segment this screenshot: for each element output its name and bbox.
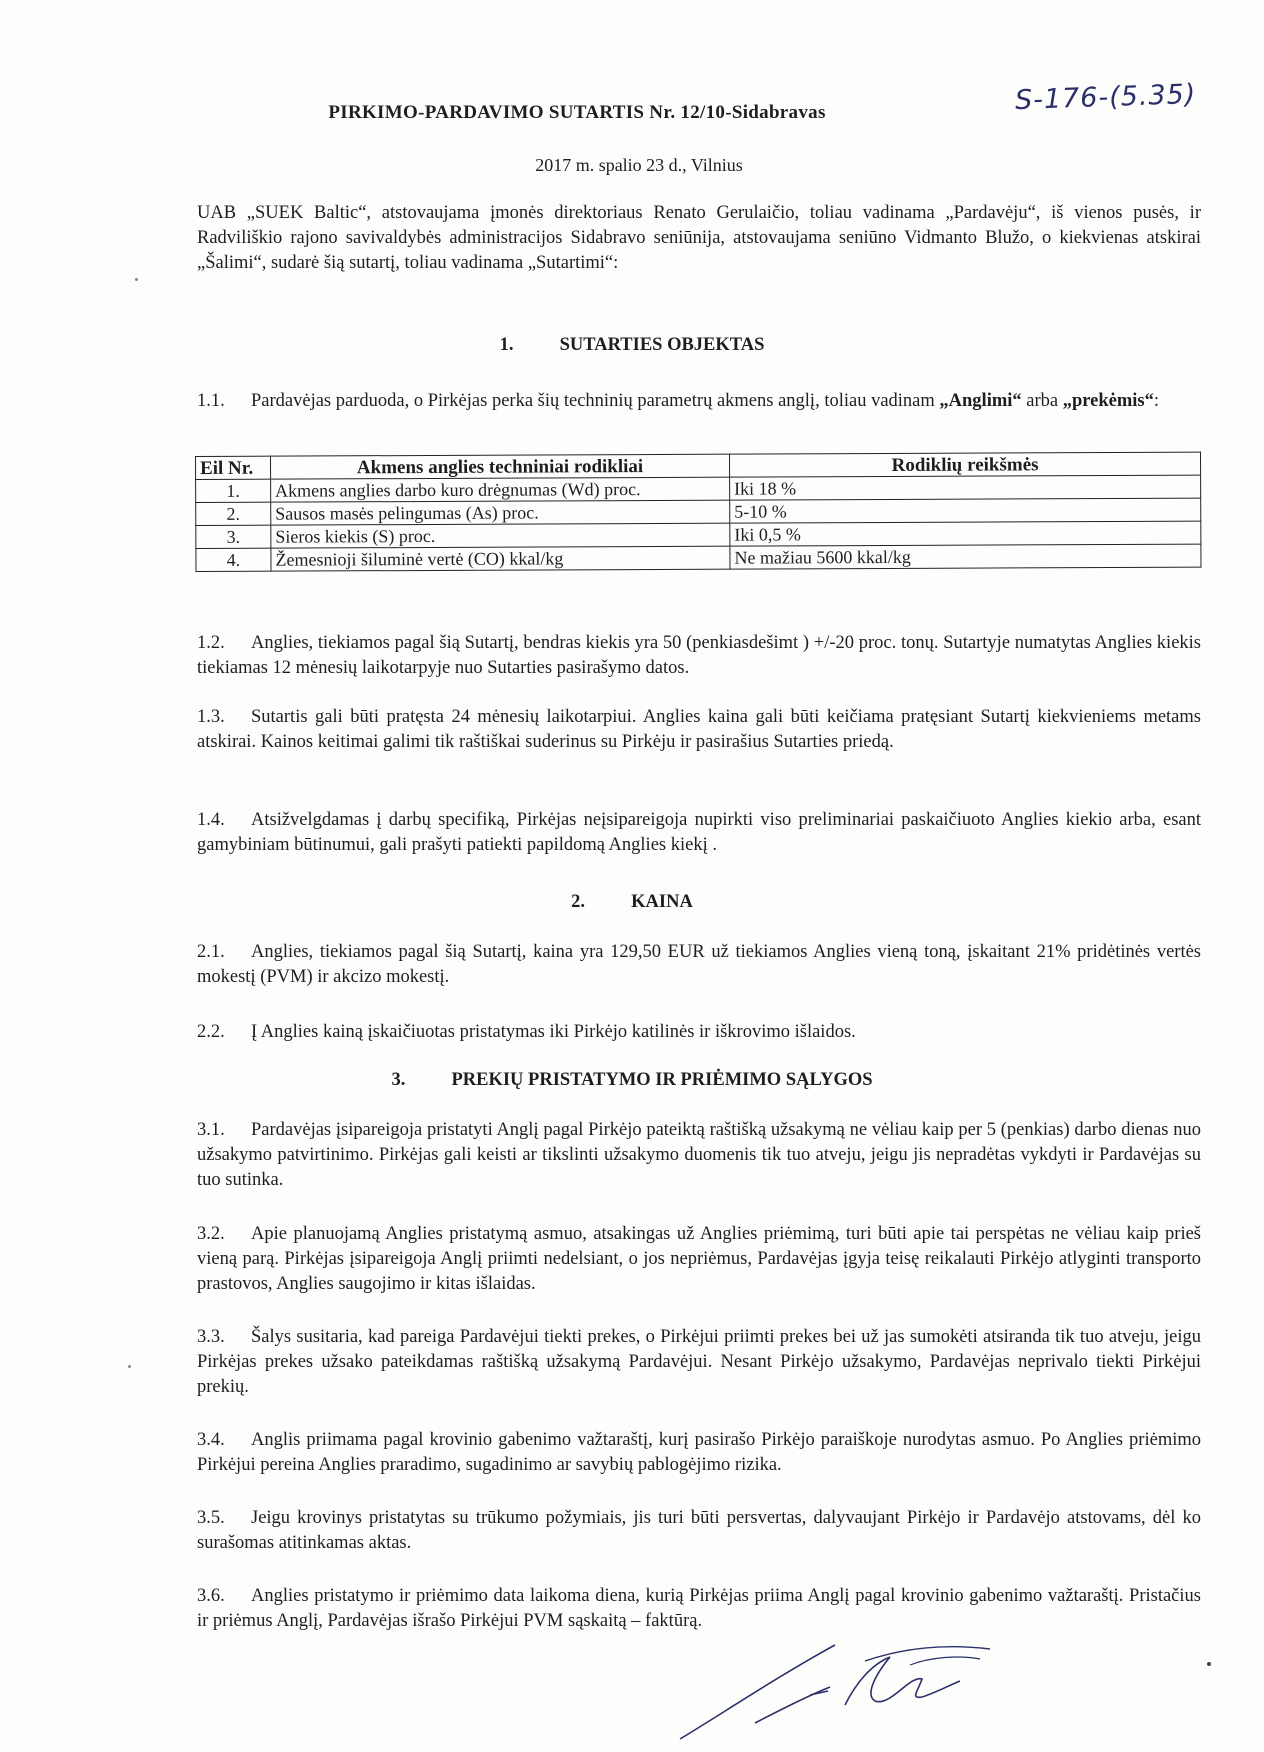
section-heading-2: 2. KAINA: [571, 892, 693, 912]
clause-number: 1.1.: [197, 391, 225, 411]
clause-1-4: 1.4. Atsižvelgdamas į darbų specifiką, Pirkėjas neįsipareigoja nupirkti viso preliminariai paskaičiuoto Anglies kiekio arba, esant gamybiniam būtinumui, gali prašyti patiekti papildomą Anglies kiekį .: [197, 810, 1201, 855]
clause-3-4: 3.4. Anglis priimama pagal krovinio gabenimo važtaraštį, kurį pasirašo Pirkėjo paraiškoje nurodytas asmuo. Po Anglies priėmimo Pirkėjui pereina Anglies praradimo, sugadinimo ar savybių pablogėjimo rizika.: [197, 1430, 1201, 1475]
scan-speck: [1207, 1662, 1211, 1666]
clause-3-6: 3.6. Anglies pristatymo ir priėmimo data laikoma diena, kurią Pirkėjas priima Anglį pagal krovinio gabenimo važtaraštį. Pristačius ir priėmus Anglį, Pardavėjas išrašo Pirkėjui PVM sąskaitą – faktūrą.: [197, 1586, 1201, 1631]
table-row: 2. Sausos masės pelingumas (As) proc. 5-10 %: [196, 498, 1201, 525]
header-value: Rodiklių reikšmės: [729, 452, 1200, 477]
coal-parameters-table: [195, 452, 1201, 572]
date-and-place: 2017 m. spalio 23 d., Vilnius: [535, 155, 743, 175]
clause-3-5: 3.5. Jeigu krovinys pristatytas su trūkumo požymiais, jis turi būti persvertas, dalyvaujant Pirkėjo ir Pardavėjo atstovams, dėl ko surašomas atitinkamas aktas.: [197, 1508, 1201, 1553]
clause-1-3: 1.3. Sutartis gali būti pratęsta 24 mėnesių laikotarpiui. Anglies kaina gali būti keičiama pratęsiant Sutartį kiekvieniems metams atskirai. Kainos keitimai galimi tik raštiškai suderinus su Pirkėju ir pasirašius Sutarties priedą.: [197, 707, 1201, 752]
table-row: 1. Akmens anglies darbo kuro drėgnumas (Wd) proc. Iki 18 %: [196, 475, 1201, 502]
header-row-number: Eil Nr.: [196, 456, 271, 479]
table-row: 4. Žemesnioji šiluminė vertė (CO) kkal/kg Ne mažiau 5600 kkal/kg: [196, 544, 1201, 571]
section-heading-1: 1. SUTARTIES OBJEKTAS: [499, 335, 765, 355]
clause-3-2: 3.2. Apie planuojamą Anglies pristatymą asmuo, atsakingas už Anglies priėmimą, turi būti apie tai perspėtas ne vėliau kaip prieš vieną parą. Pirkėjas įsipareigoja Anglį priimti nedelsiant, o jos nepriėmus, Pardavėjas įgyja teisę reikalauti Pirkėjo atlyginti transporto prastovos, Anglies saugojimo ir kitas išlaidas.: [197, 1224, 1201, 1294]
clause-2-2: 2.2. Į Anglies kainą įskaičiuotas pristatymas iki Pirkėjo katilinės ir iškrovimo išlaidos.: [197, 1022, 856, 1042]
table-row: 3. Sieros kiekis (S) proc. Iki 0,5 %: [196, 521, 1201, 548]
handwritten-signature: [660, 1635, 1000, 1745]
clause-1-1: 1.1. Pardavėjas parduoda, o Pirkėjas perka šių techninių parametrų akmens anglį, toliau vadinam „Anglimi“ arba „prekėmis“:: [197, 389, 1201, 414]
document-title: PIRKIMO-PARDAVIMO SUTARTIS Nr. 12/10-Sidabravas: [328, 102, 826, 123]
section-heading-3: 3. PREKIŲ PRISTATYMO IR PRIĖMIMO SĄLYGOS: [391, 1070, 873, 1090]
clause-3-1: 3.1. Pardavėjas įsipareigoja pristatyti Anglį pagal Pirkėjo pateiktą raštišką užsakymą ne vėliau kaip per 5 (penkias) darbo dienas nuo užsakymo patvirtinimo. Pirkėjas gali keisti ar tikslinti užsakymo duomenis tik tuo atveju, jeigu jis nepradėtas vykdyti ir Pardavėjas su tuo sutinka.: [197, 1120, 1201, 1190]
scan-speck: [135, 278, 138, 281]
clause-3-3: 3.3. Šalys susitaria, kad pareiga Pardavėjui tiekti prekes, o Pirkėjui priimti prekes bei už jas sumokėti atsiranda tik tuo atveju, jeigu Pirkėjas prekes užsako pateikdamas raštišką užsakymą Pardavėjui. Nesant Pirkėjo užsakymo, Pardavėjas neprivalo tiekti Pirkėjui prekių.: [197, 1327, 1201, 1397]
clause-1-2: 1.2. Anglies, tiekiamos pagal šią Sutartį, bendras kiekis yra 50 (penkiasdešimt ) +/-20 proc. tonų. Sutartyje numatytas Anglies kiekis tiekiamas 12 mėnesių laikotarpyje nuo Sutarties pasirašymo datos.: [197, 633, 1201, 678]
handwritten-reference-number: S-176-(5.35): [1014, 78, 1197, 117]
intro-paragraph: UAB „SUEK Baltic“, atstovaujama įmonės direktoriaus Renato Gerulaičio, toliau vadinama „Pardavėju“, iš vienos pusės, ir Radviliškio rajono savivaldybės administracijos Sidabravo seniūnija, atstovaujama seniūno Vidmanto Blužo, o kiekvienas atskirai „Šalimi“, sudarė šią sutartį, toliau vadinama „Sutartimi“:: [197, 203, 1201, 273]
clause-2-1: 2.1. Anglies, tiekiamos pagal šią Sutartį, kaina yra 129,50 EUR už tiekiamos Anglies vieną toną, įskaitant 21% pridėtinės vertės mokestį (PVM) ir akcizo mokestį.: [197, 942, 1201, 987]
scan-speck: [128, 1365, 131, 1368]
header-parameter: Akmens anglies techniniai rodikliai: [271, 454, 730, 479]
